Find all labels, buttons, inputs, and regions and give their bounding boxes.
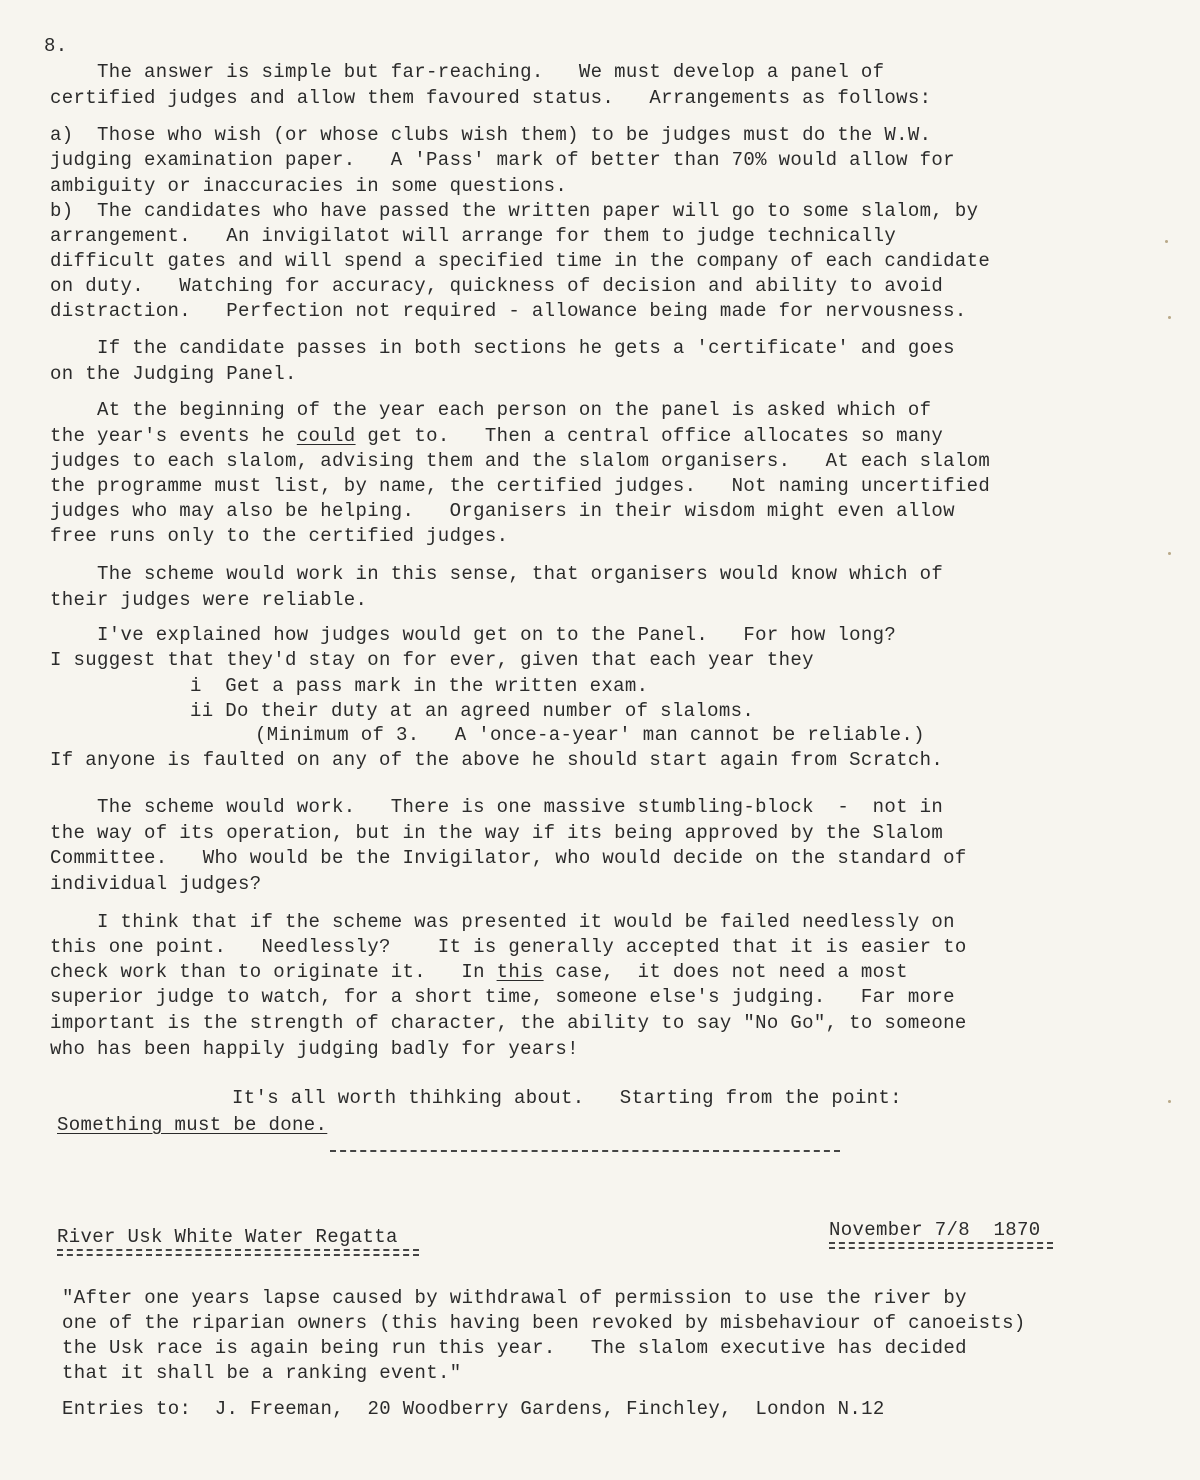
text-line: judges who may also be helping. Organisers in their wisdom might even allow — [50, 500, 955, 522]
text-line: this one point. Needlessly? It is generally accepted that it is easier to — [50, 936, 967, 958]
text-line: who has been happily judging badly for years! — [50, 1038, 579, 1060]
text-line: The scheme would work. There is one massive stumbling-block - not in — [50, 796, 944, 818]
text-line: judging examination paper. A 'Pass' mark of better than 70% would allow for — [50, 149, 955, 171]
section-heading: River Usk White Water Regatta — [57, 1226, 398, 1248]
text-line: distraction. Perfection not required - allowance being made for nervousness. — [50, 300, 967, 322]
text-line: difficult gates and will spend a specified time in the company of each candidate — [50, 250, 991, 272]
text-line — [50, 960, 908, 984]
list-item: i Get a pass mark in the written exam. — [190, 675, 649, 697]
section-divider — [330, 1150, 840, 1152]
text-line: It's all worth thihking about. Starting from the point: — [232, 1087, 902, 1109]
paper-speck — [1168, 552, 1171, 555]
text-line: on duty. Watching for accuracy, quickness of decision and ability to avoid — [50, 275, 944, 297]
text-line: superior judge to watch, for a short time, someone else's judging. Far more — [50, 986, 955, 1008]
text-line: individual judges? — [50, 873, 262, 895]
page-number: 8. — [44, 35, 68, 57]
text-line: the way of its operation, but in the way if its being approved by the Slalom — [50, 822, 944, 844]
text-segment: get to. Then a central office allocates so many — [355, 425, 944, 447]
text-segment: case, it does not need a most — [543, 961, 908, 983]
paper-speck — [1165, 240, 1168, 243]
underlined-line: Something must be done. — [57, 1114, 328, 1136]
text-line: The answer is simple but far-reaching. We must develop a panel of — [50, 61, 885, 83]
text-line: I think that if the scheme was presented it would be failed needlessly on — [50, 911, 955, 933]
text-line: Committee. Who would be the Invigilator, who would decide on the standard of — [50, 847, 967, 869]
text-line: I suggest that they'd stay on for ever, given that each year they — [50, 649, 814, 671]
entries-line: Entries to: J. Freeman, 20 Woodberry Gardens, Finchley, London N.12 — [62, 1398, 885, 1420]
date-double-underline — [829, 1242, 1053, 1244]
text-line: b) The candidates who have passed the written paper will go to some slalom, by — [50, 200, 979, 222]
text-line: If anyone is faulted on any of the above he should start again from Scratch. — [50, 749, 944, 771]
text-line: the programme must list, by name, the certified judges. Not naming uncertified — [50, 475, 991, 497]
underlined-word: this — [496, 961, 544, 983]
text-line: (Minimum of 3. A 'once-a-year' man cannot be reliable.) — [255, 724, 925, 746]
text-line: free runs only to the certified judges. — [50, 525, 509, 547]
text-line: "After one years lapse caused by withdrawal of permission to use the river by — [62, 1287, 967, 1309]
text-line: At the beginning of the year each person on the panel is asked which of — [50, 399, 932, 421]
text-line: ambiguity or inaccuracies in some questions. — [50, 175, 568, 197]
text-line: judges to each slalom, advising them and the slalom organisers. At each slalom — [50, 450, 991, 472]
heading-double-underline — [57, 1249, 419, 1251]
text-line: arrangement. An invigilatot will arrange for them to judge technically — [50, 225, 897, 247]
text-line: their judges were reliable. — [50, 589, 368, 611]
text-segment: the year's events he — [50, 425, 297, 447]
text-line: that it shall be a ranking event." — [62, 1362, 462, 1384]
text-line: a) Those who wish (or whose clubs wish them) to be judges must do the W.W. — [50, 124, 932, 146]
paper-speck — [1168, 1100, 1171, 1103]
text-line: important is the strength of character, the ability to say "No Go", to someone — [50, 1012, 967, 1034]
list-item: ii Do their duty at an agreed number of slaloms. — [190, 700, 755, 722]
underlined-word: could — [296, 425, 356, 447]
text-line: The scheme would work in this sense, that organisers would know which of — [50, 563, 944, 585]
text-line: certified judges and allow them favoured status. Arrangements as follows: — [50, 87, 932, 109]
text-line: I've explained how judges would get on to the Panel. For how long? — [50, 624, 897, 646]
text-line — [50, 424, 943, 448]
text-line: one of the riparian owners (this having been revoked by misbehaviour of canoeists) — [62, 1312, 1026, 1334]
text-line: the Usk race is again being run this year. The slalom executive has decided — [62, 1337, 967, 1359]
section-date: November 7/8 1870 — [829, 1219, 1041, 1241]
text-line: on the Judging Panel. — [50, 363, 297, 385]
text-line: If the candidate passes in both sections he gets a 'certificate' and goes — [50, 337, 955, 359]
paper-speck — [1168, 316, 1171, 319]
text-segment: check work than to originate it. In — [50, 961, 497, 983]
